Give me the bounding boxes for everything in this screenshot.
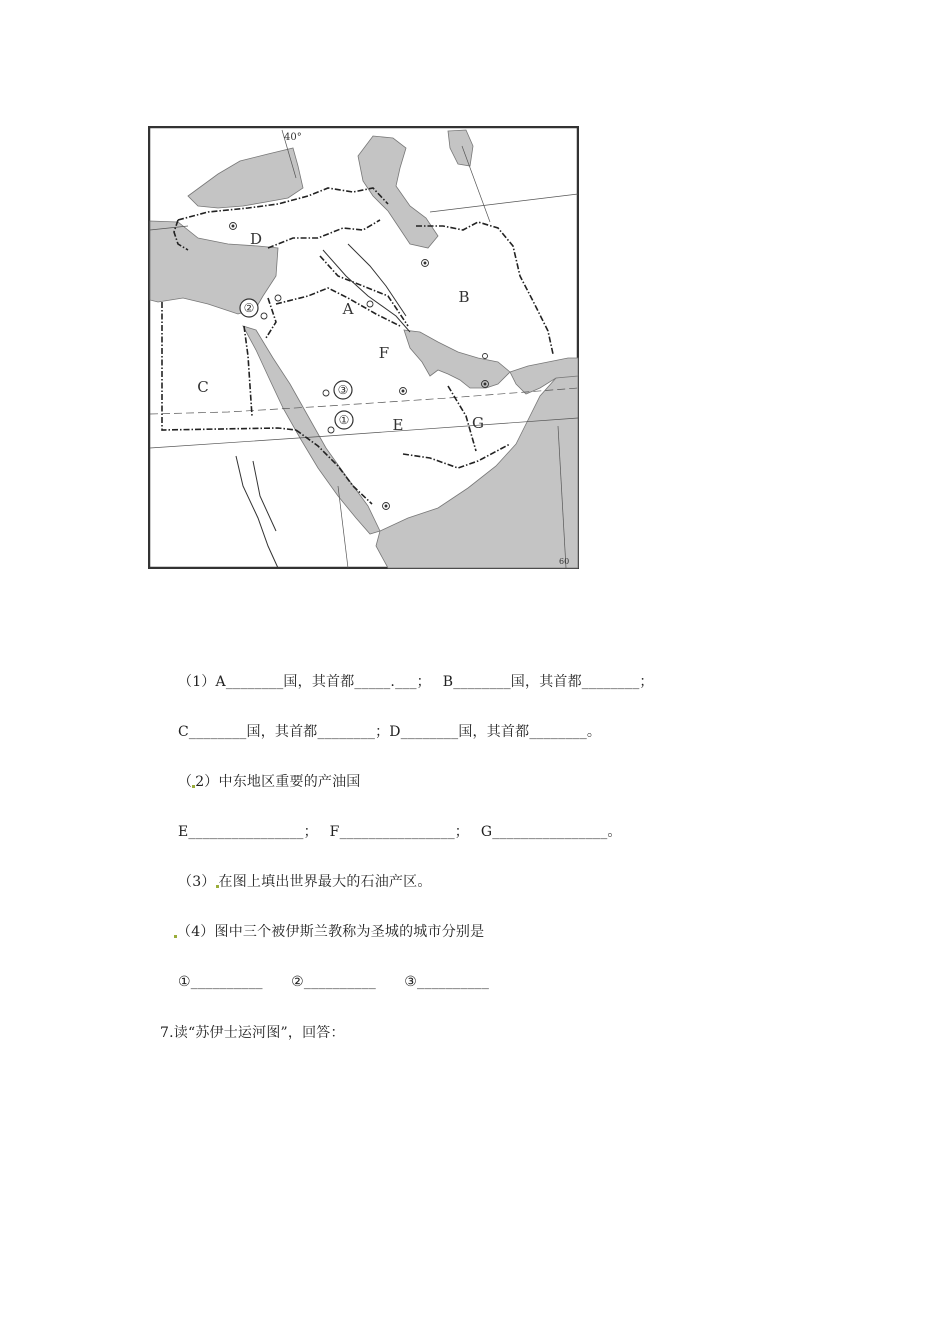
question-4-text: （4）图中三个被伊斯兰教称为圣城的城市分别是 [177, 924, 485, 940]
question-4-answers: ①__________ ②__________ ③__________ [178, 974, 490, 990]
question-3-prefix: （3） [178, 874, 216, 890]
question-1-line-1: （1）A________国，其首都_____.___； B________国，其首都________； [178, 674, 654, 690]
question-2-answers: E________________； F________________； G________________。 [178, 824, 622, 840]
question-4 [174, 921, 484, 941]
country-label-f: F [378, 344, 390, 362]
question-3 [178, 871, 432, 891]
question-1-line-2: C________国，其首都________；D________国，其首都________。 [178, 724, 602, 740]
country-label-d: D [249, 230, 263, 248]
question-2-text: 2）中东地区重要的产油国 [195, 774, 361, 790]
longitude-40-label: 40° [284, 132, 302, 143]
question-2-prefix: （ [178, 774, 193, 790]
question-2-heading [178, 771, 361, 791]
question-3-text: 在图上填出世界最大的石油产区。 [218, 874, 432, 890]
middle-east-map [148, 126, 579, 569]
question-7: 7.读“苏伊士运河图”，回答： [160, 1025, 345, 1041]
country-label-a: A [342, 300, 354, 318]
country-label-c: C [197, 378, 209, 396]
marker-1-label: ① [338, 413, 350, 427]
marker-2-label: ② [243, 301, 255, 315]
marker-3-label: ③ [337, 383, 349, 397]
country-label-g: G [472, 414, 484, 432]
country-label-b: B [458, 288, 470, 306]
country-label-e: E [392, 416, 404, 434]
longitude-60-label: 60 [559, 557, 570, 566]
